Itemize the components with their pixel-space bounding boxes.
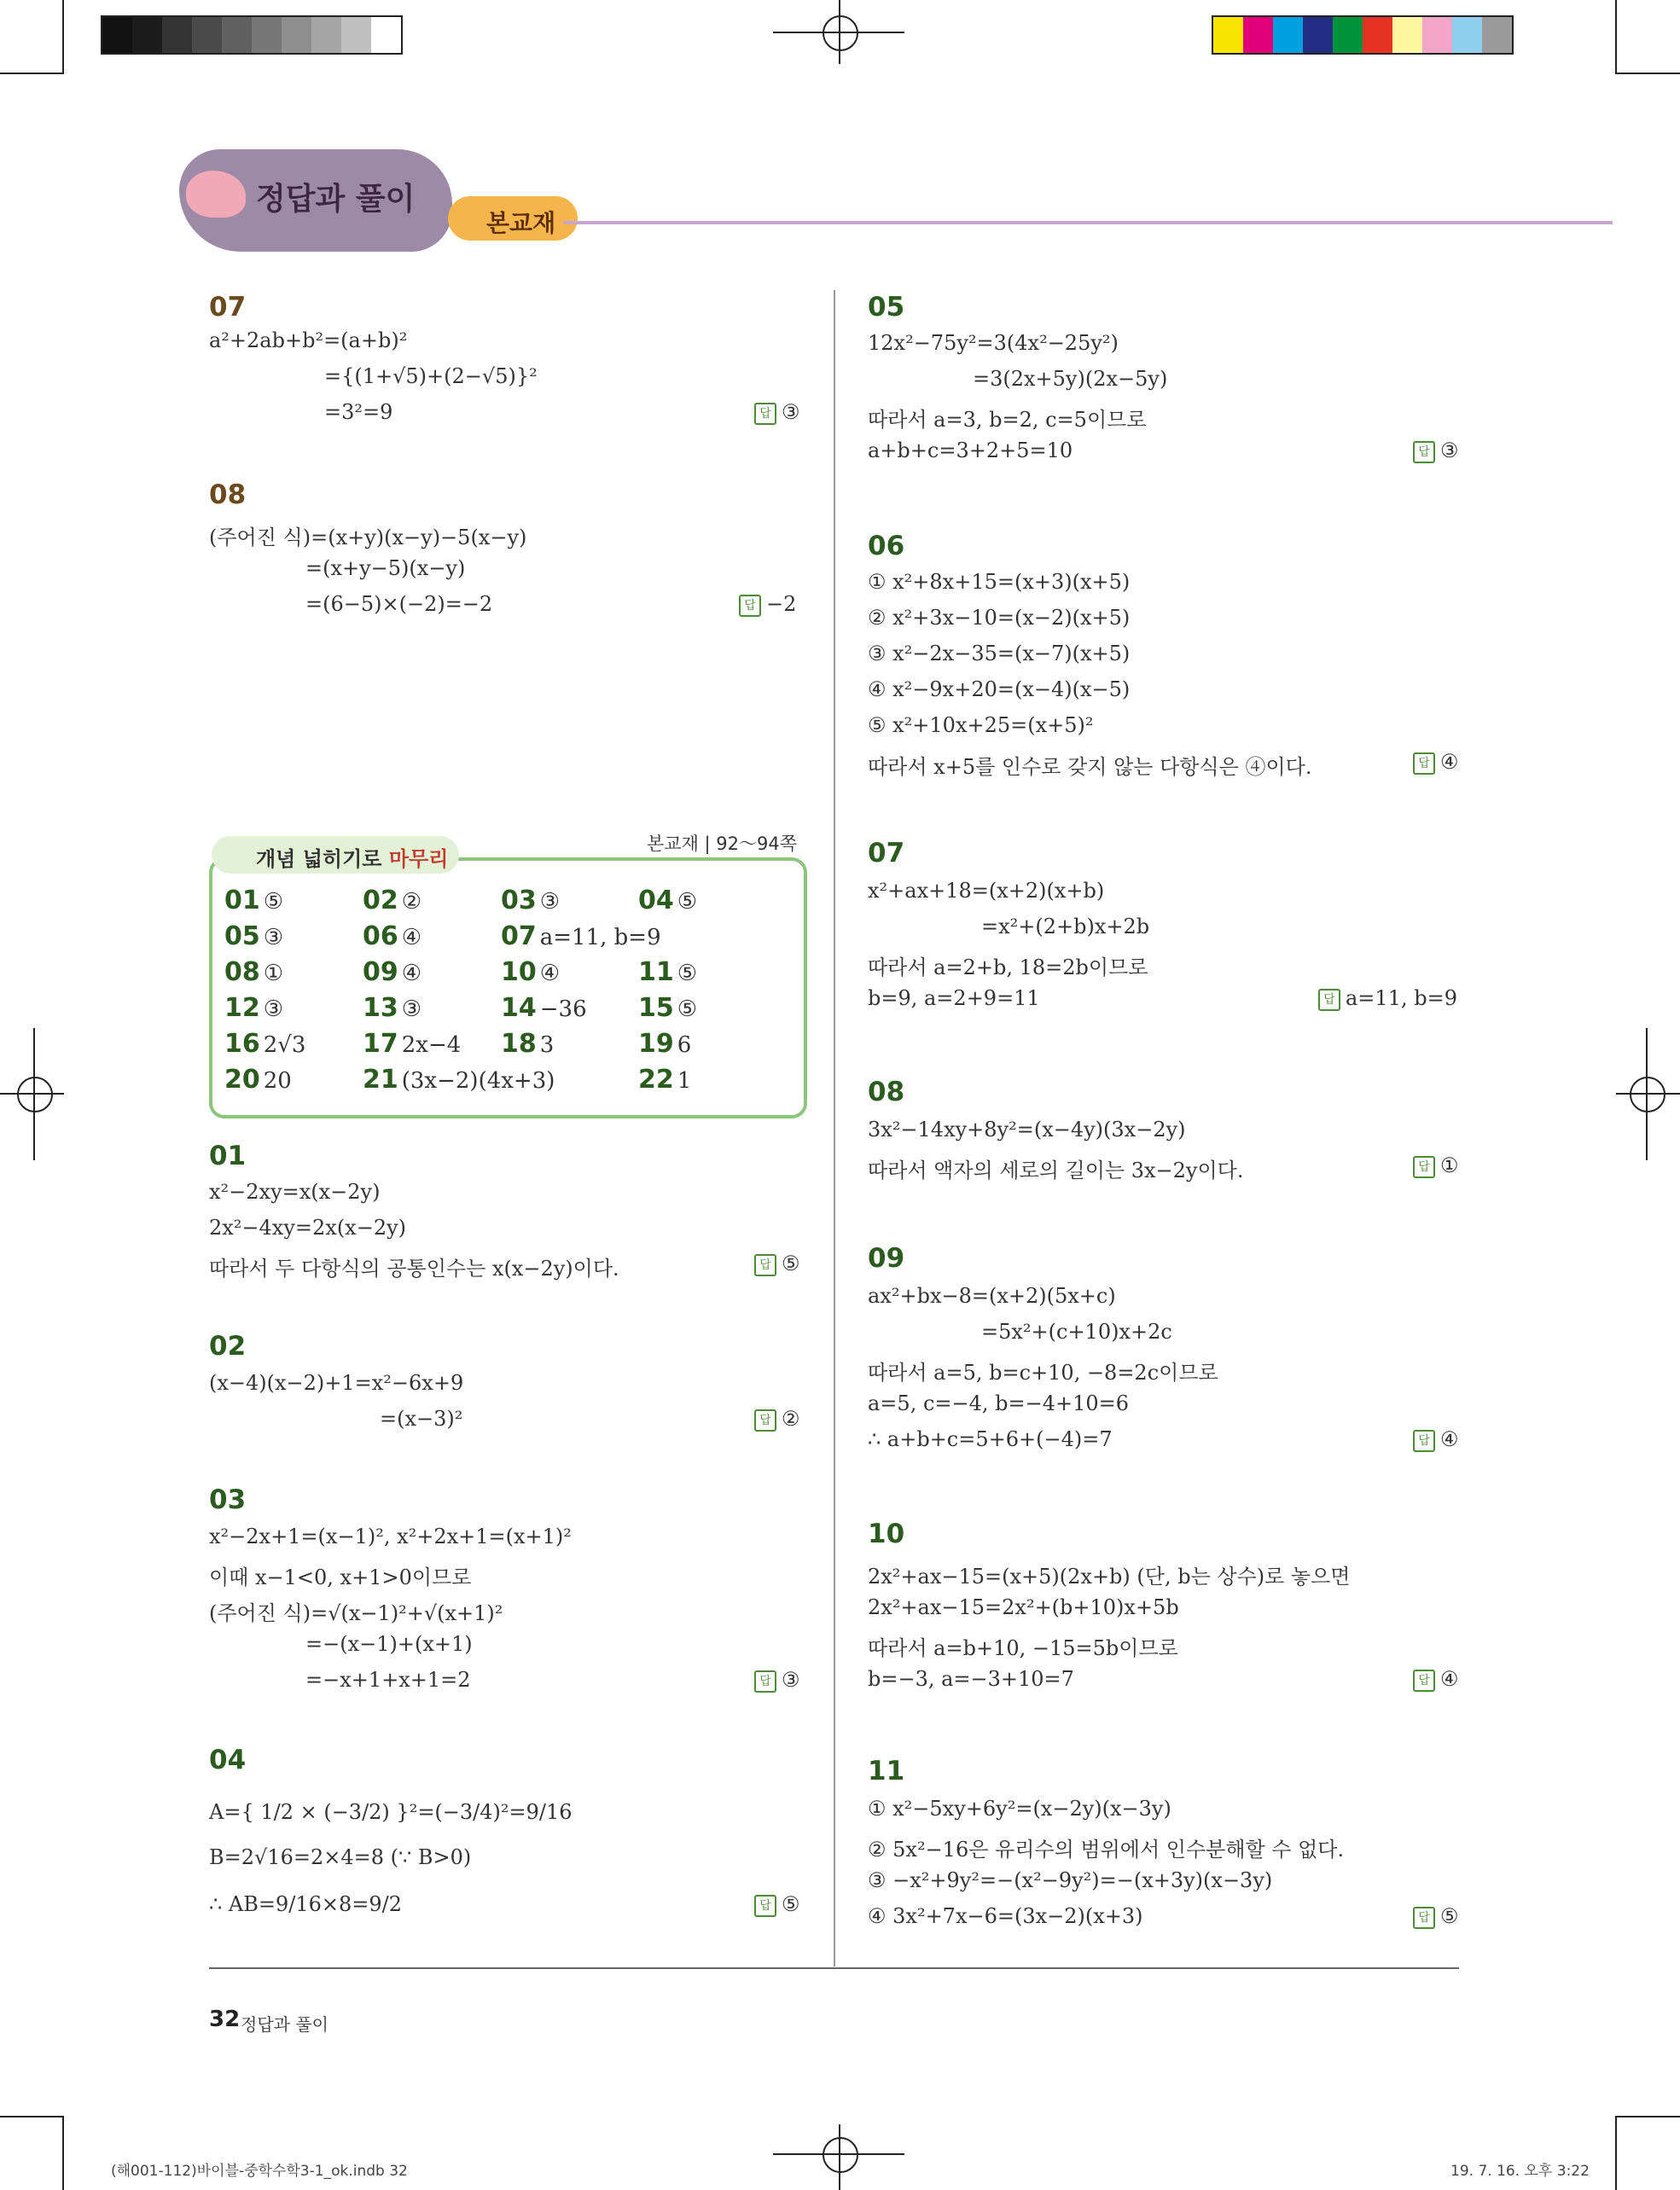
registration-mark [17, 1077, 53, 1112]
answer-icon: 답 [754, 1254, 776, 1276]
answer [739, 592, 796, 617]
solution-line: 3x²−14xy+8y²=(x−4y)(3x−2y) [868, 1118, 1186, 1141]
column-divider [834, 290, 835, 1966]
answer [1413, 1667, 1459, 1692]
problem-number: 02 [209, 1331, 247, 1362]
footer-rule [209, 1967, 1459, 1969]
problem-number: 05 [868, 292, 905, 322]
answer-value: ⑤ [782, 1252, 800, 1275]
problem-number: 08 [868, 1077, 905, 1107]
crop-mark [62, 2116, 64, 2190]
solution-line: ③ −x²+9y²=−(x²−9y²)=−(x+3y)(x−3y) [868, 1868, 1273, 1892]
grayscale-bar [101, 15, 403, 55]
answer-icon: 답 [754, 1670, 776, 1693]
solution-line: x²+ax+18=(x+2)(x+b) [868, 879, 1105, 903]
summary-cell: 12 ③ [224, 993, 284, 1023]
solution-line: ={(1+√5)+(2−√5)}² [324, 364, 538, 388]
problem-number: 03 [209, 1484, 247, 1515]
solution-line: 2x²+ax−15=(x+5)(2x+b) (단, b는 상수)로 놓으면 [868, 1565, 1351, 1589]
summary-cell: 17 2x−4 [363, 1029, 462, 1059]
summary-cell: 18 3 [501, 1029, 555, 1059]
solution-line: (주어진 식)=√(x−1)²+√(x+1)² [209, 1601, 503, 1625]
answer-value: ④ [1440, 750, 1459, 774]
problem-number: 06 [868, 531, 905, 561]
answer [754, 1407, 800, 1432]
answer [1413, 1153, 1459, 1178]
answer-value: ③ [782, 1668, 800, 1692]
solution-line: 따라서 두 다항식의 공통인수는 x(x−2y)이다. [209, 1257, 619, 1281]
answer-icon: 답 [1413, 1670, 1435, 1692]
registration-mark [33, 1028, 35, 1160]
solution-line: 따라서 a=5, b=c+10, −8=2c이므로 [868, 1361, 1218, 1385]
page-title: 정답과 풀이 [256, 182, 416, 217]
solution-line: =(6−5)×(−2)=−2 [305, 592, 493, 616]
answer-summary-title [256, 842, 448, 872]
summary-cell: 06 ④ [363, 921, 422, 951]
solution-line: 2x²+ax−15=2x²+(b+10)x+5b [868, 1595, 1179, 1619]
registration-mark [1646, 1028, 1648, 1160]
solution-line: =(x−3)² [380, 1407, 463, 1431]
solution-line: b=9, a=2+9=11 [868, 986, 1040, 1010]
answer [1318, 986, 1457, 1011]
solution-line: a+b+c=3+2+5=10 [868, 439, 1073, 462]
problem-number: 07 [209, 292, 247, 322]
crop-mark [1615, 0, 1617, 73]
answer-icon: 답 [1413, 1430, 1435, 1452]
solution-line: a²+2ab+b²=(a+b)² [209, 328, 408, 352]
summary-cell: 16 2√3 [224, 1029, 306, 1059]
solution-line: ax²+bx−8=(x+2)(5x+c) [868, 1284, 1116, 1308]
summary-cell: 01 ⑤ [224, 886, 284, 915]
box-title-accent: 마무리 [388, 847, 449, 871]
box-title-main: 개념 넓히기로 [256, 847, 389, 871]
problem-number: 08 [209, 479, 247, 510]
answer-icon: 답 [1413, 1156, 1435, 1178]
summary-cell: 19 6 [638, 1029, 692, 1059]
solution-line: 따라서 x+5를 인수로 갖지 않는 다항식은 ④이다. [868, 755, 1312, 779]
answer [1413, 750, 1459, 775]
answer [1413, 1904, 1459, 1929]
problem-number: 09 [868, 1243, 905, 1274]
answer [1413, 439, 1459, 463]
solution-line: ∴ a+b+c=5+6+(−4)=7 [868, 1427, 1113, 1451]
summary-cell: 15 ⑤ [638, 993, 698, 1023]
summary-cell: 05 ③ [224, 921, 284, 951]
answer-value: a=11, b=9 [1346, 986, 1457, 1010]
solution-line: ② x²+3x−10=(x−2)(x+5) [868, 606, 1131, 630]
page-number: 32 [209, 2007, 241, 2032]
solution-line: ② 5x²−16은 유리수의 범위에서 인수분해할 수 없다. [868, 1838, 1345, 1862]
answer-value: ① [1440, 1153, 1459, 1177]
summary-cell: 02 ② [363, 886, 422, 915]
solution-line: ⑤ x²+10x+25=(x+5)² [868, 713, 1094, 737]
solution-line: (x−4)(x−2)+1=x²−6x+9 [209, 1371, 464, 1395]
solution-line: =5x²+(c+10)x+2c [981, 1320, 1172, 1344]
answer [754, 1252, 800, 1276]
answer-value: ⑤ [1440, 1904, 1459, 1928]
answer-icon: 답 [754, 1409, 776, 1432]
crop-mark [1615, 73, 1680, 74]
registration-mark [823, 2137, 858, 2173]
summary-cell: 13 ③ [363, 993, 422, 1023]
solution-line: (주어진 식)=(x+y)(x−y)−5(x−y) [209, 526, 527, 549]
solution-line: =(x+y−5)(x−y) [305, 556, 466, 580]
answer-icon: 답 [739, 595, 761, 617]
answer-value: ③ [782, 400, 800, 424]
solution-line: B=2√16=2×4=8 (∵ B>0) [209, 1845, 472, 1869]
summary-cell: 14 −36 [501, 993, 587, 1023]
summary-cell: 03 ③ [501, 886, 561, 915]
summary-cell: 08 ① [224, 957, 284, 987]
answer-value: ④ [1440, 1427, 1459, 1451]
answer-value: ④ [1440, 1667, 1459, 1691]
section-tab-label: 본교재 [486, 209, 556, 237]
crop-mark [1615, 2116, 1617, 2190]
solution-line: 따라서 a=b+10, −15=5b이므로 [868, 1636, 1178, 1660]
registration-mark [839, 0, 840, 64]
solution-line: ④ 3x²+7x−6=(3x−2)(x+3) [868, 1904, 1143, 1928]
color-bar [1212, 15, 1514, 55]
solution-line: ① x²+8x+15=(x+3)(x+5) [868, 570, 1131, 594]
answer [754, 1668, 800, 1693]
solution-line: b=−3, a=−3+10=7 [868, 1667, 1074, 1691]
registration-mark [839, 2124, 840, 2190]
answer-icon: 답 [1413, 441, 1435, 463]
page-reference: 본교재 | 92～94쪽 [647, 834, 798, 854]
header-rule [563, 221, 1613, 224]
solution-line: A={ 1/2 × (−3/2) }²=(−3/4)²=9/16 [209, 1800, 573, 1824]
solution-line: ④ x²−9x+20=(x−4)(x−5) [868, 677, 1131, 701]
registration-mark [823, 15, 858, 51]
answer-icon: 답 [1318, 989, 1340, 1011]
answer [754, 1892, 800, 1917]
answer [1413, 1427, 1459, 1452]
answer-icon: 답 [1413, 752, 1435, 775]
problem-number: 01 [209, 1141, 247, 1171]
solution-line: 이때 x−1<0, x+1>0이므로 [209, 1566, 472, 1589]
crop-mark [1615, 2116, 1680, 2117]
solution-line: =3²=9 [324, 400, 393, 424]
solution-line: ① x²−5xy+6y²=(x−2y)(x−3y) [868, 1797, 1171, 1821]
solution-line: 따라서 액자의 세로의 길이는 3x−2y이다. [868, 1159, 1244, 1182]
registration-mark [1616, 1093, 1680, 1095]
summary-cell: 09 ④ [363, 957, 422, 987]
summary-cell: 20 20 [224, 1065, 292, 1095]
answer-value: −2 [766, 592, 797, 616]
answer-value: ⑤ [782, 1892, 800, 1916]
solution-line: =−(x−1)+(x+1) [305, 1632, 473, 1656]
print-slug-file: (해001-112)바이블-중학수학3-1_ok.indb 32 [111, 2163, 408, 2180]
summary-cell: 22 1 [638, 1065, 692, 1095]
problem-number: 04 [209, 1745, 247, 1775]
answer-icon: 답 [754, 403, 776, 425]
answer-value: ② [782, 1407, 800, 1431]
problem-number: 11 [868, 1756, 905, 1786]
solution-line: ③ x²−2x−35=(x−7)(x+5) [868, 642, 1131, 665]
crop-mark [0, 2116, 64, 2117]
problem-number: 07 [868, 838, 905, 868]
solution-line: x²−2x+1=(x−1)², x²+2x+1=(x+1)² [209, 1525, 572, 1548]
registration-mark [0, 1093, 64, 1095]
solution-line: ∴ AB=9/16×8=9/2 [209, 1892, 402, 1916]
problem-number: 10 [868, 1519, 905, 1549]
summary-cell: 21 (3x−2)(4x+3) [363, 1065, 555, 1095]
crop-mark [62, 0, 64, 73]
solution-line: a=5, c=−4, b=−4+10=6 [868, 1391, 1130, 1415]
solution-line: 2x²−4xy=2x(x−2y) [209, 1216, 407, 1240]
summary-cell: 10 ④ [501, 957, 561, 987]
solution-line: x²−2xy=x(x−2y) [209, 1180, 381, 1204]
summary-cell: 11 ⑤ [638, 957, 698, 987]
answer-value: ③ [1440, 439, 1459, 462]
answer-icon: 답 [754, 1895, 776, 1917]
solution-line: 12x²−75y²=3(4x²−25y²) [868, 331, 1119, 355]
solution-line: 따라서 a=3, b=2, c=5이므로 [868, 408, 1147, 432]
solution-line: =−x+1+x+1=2 [305, 1668, 471, 1692]
answer-icon: 답 [1413, 1907, 1435, 1929]
summary-cell: 04 ⑤ [638, 886, 698, 915]
solution-line: =3(2x+5y)(2x−5y) [973, 367, 1168, 391]
solution-line: =x²+(2+b)x+2b [981, 915, 1150, 938]
crop-mark [0, 73, 64, 74]
answer [754, 400, 800, 425]
page-label: 정답과 풀이 [241, 2014, 328, 2035]
solution-line: 따라서 a=2+b, 18=2b이므로 [868, 956, 1148, 979]
print-slug-date: 19. 7. 16. 오후 3:22 [1450, 2163, 1590, 2180]
summary-cell: 07 a=11, b=9 [501, 921, 661, 951]
registration-mark [1630, 1077, 1665, 1112]
